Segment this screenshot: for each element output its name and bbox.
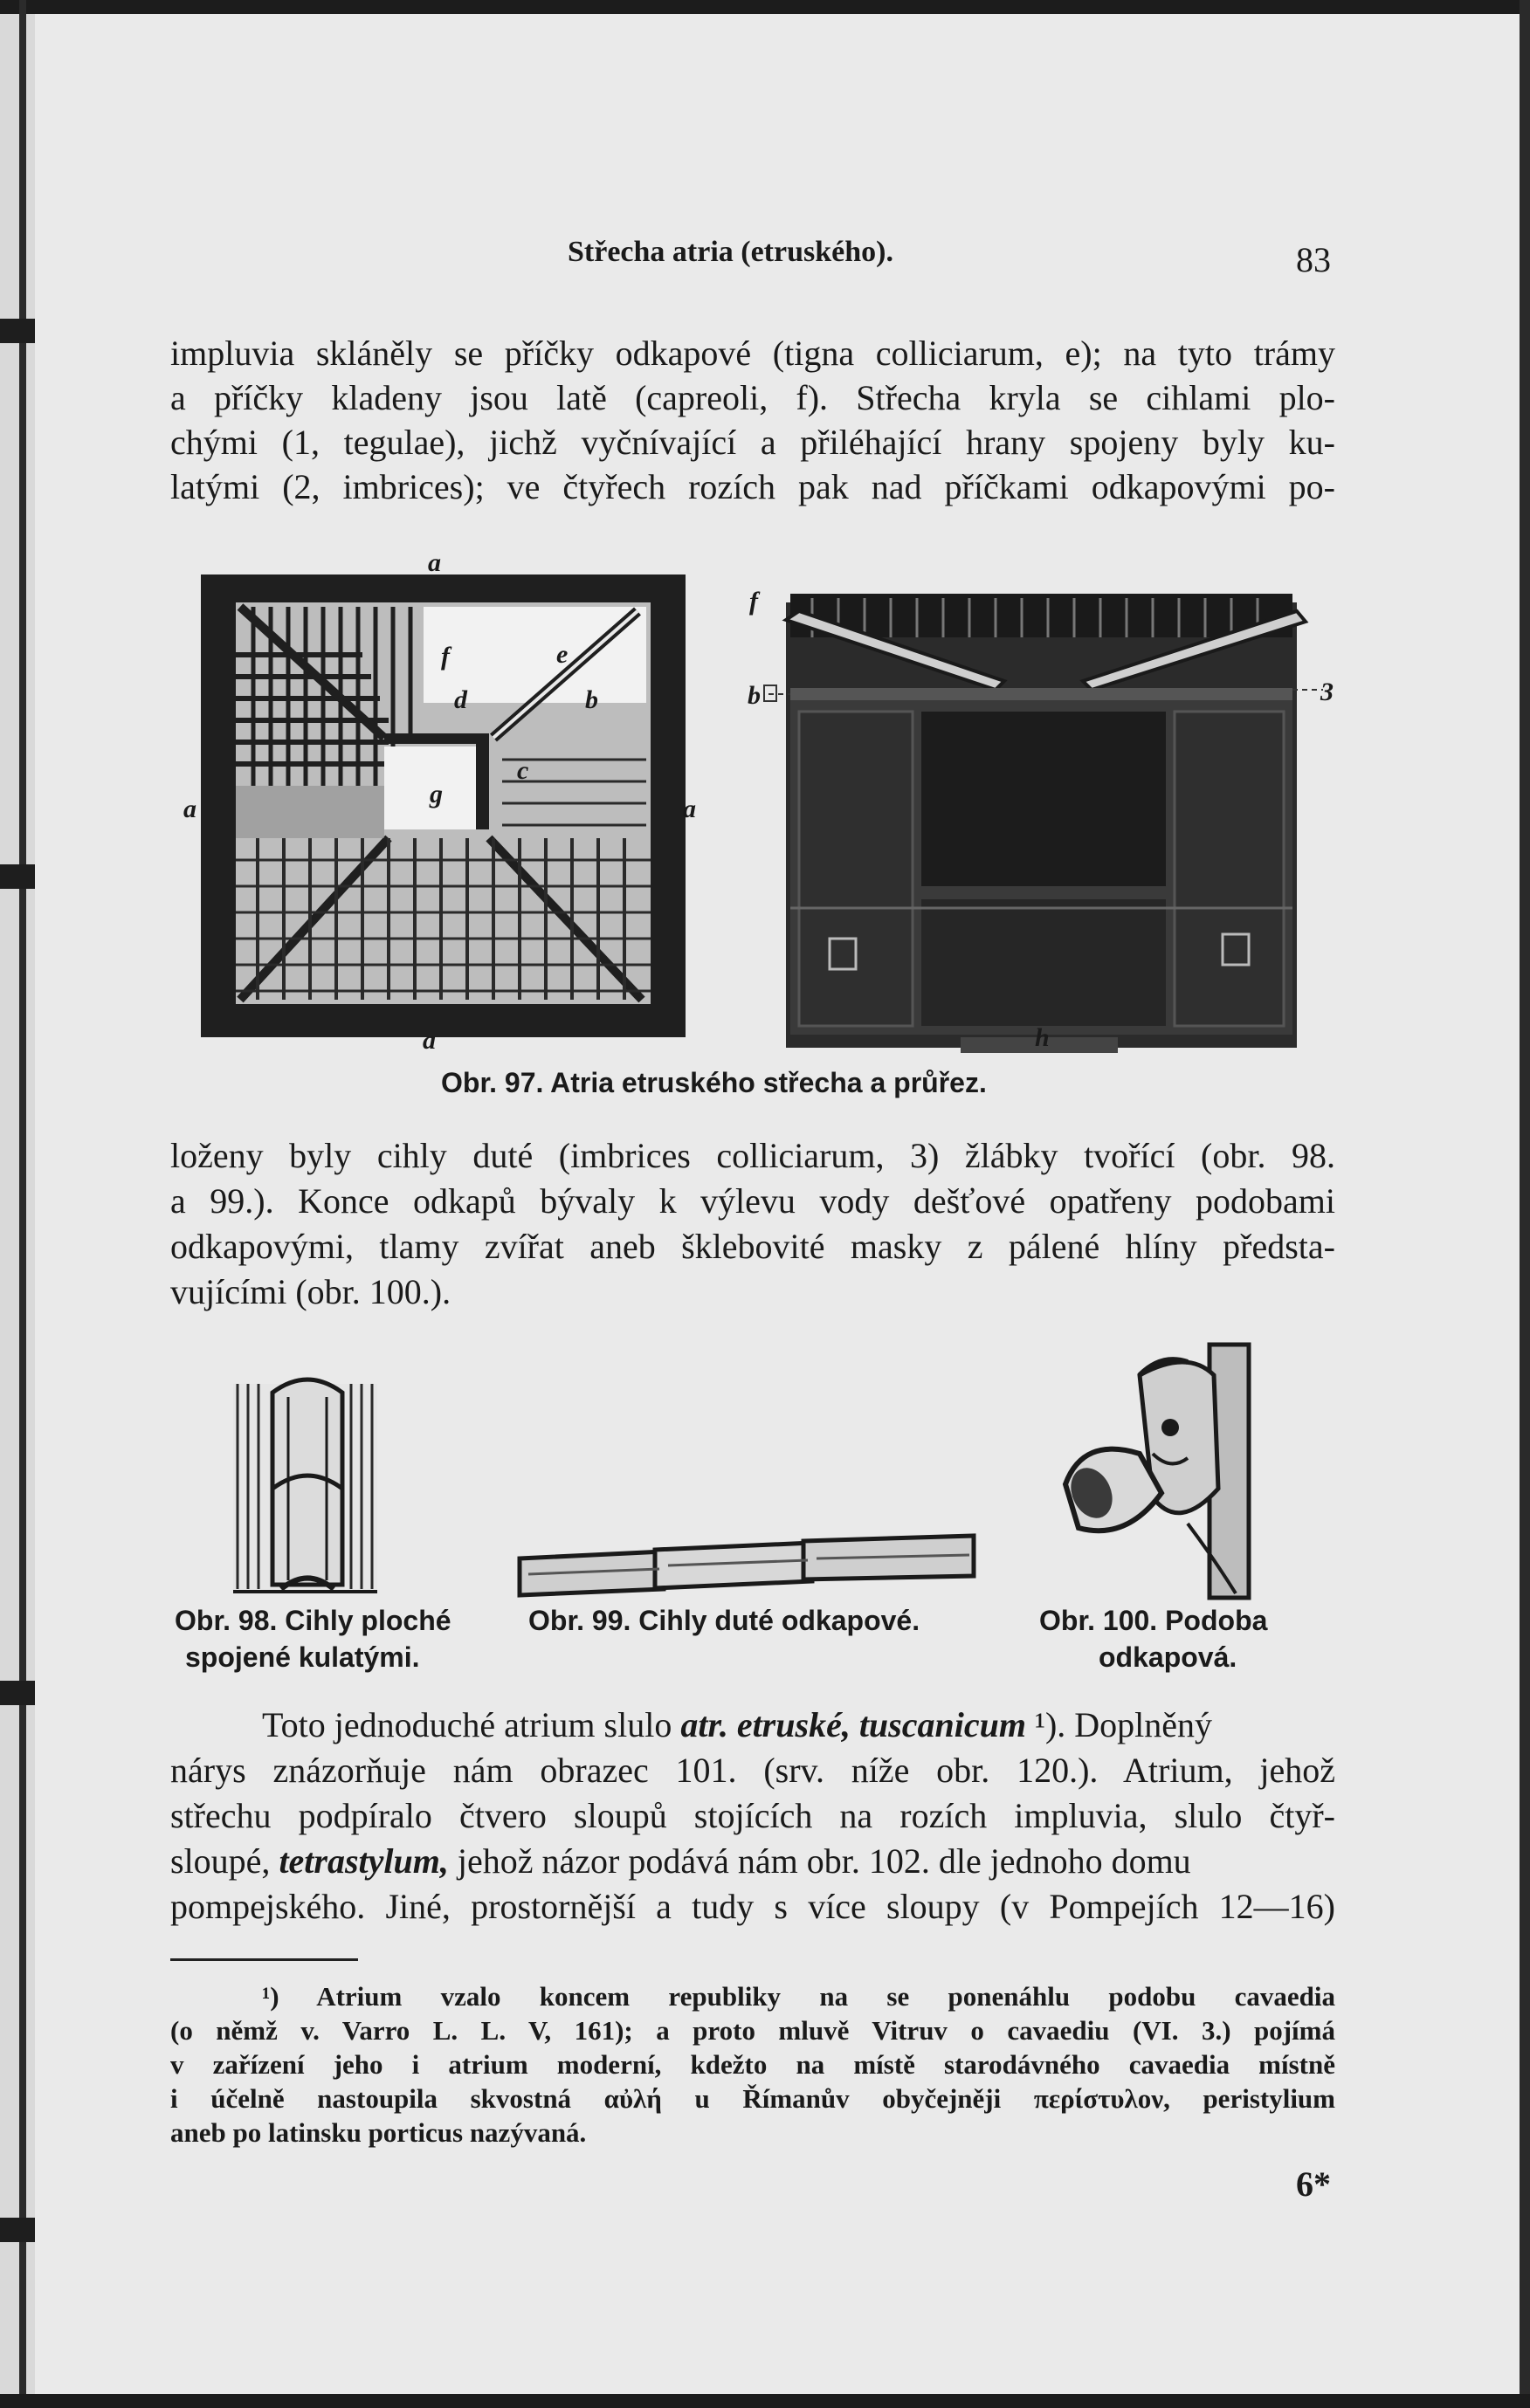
page-number: 83 (1296, 240, 1331, 279)
figure-100-caption: Obr. 100. Podoba (1039, 1605, 1268, 1636)
scan-border-right (1520, 0, 1530, 2408)
fig97-label: 3 (1320, 678, 1334, 706)
fig97-label: b (748, 681, 761, 710)
fig97-label: c (517, 756, 529, 785)
footnote-line: ¹) Atrium vzalo koncem republiky na se ponenáhlu podobu cavaedia (262, 1981, 1335, 2012)
text-line (262, 1703, 1335, 1747)
footnote-line: aneb po latinsku porticus nazývaná. (170, 2117, 587, 2148)
scan-border-top (0, 0, 1530, 14)
text-line: nárys znázorňuje nám obrazec 101. (srv. níže obr. 120.). Atrium, jehož (170, 1751, 1335, 1790)
fig97-label: f (749, 587, 758, 616)
figure-98-caption: Obr. 98. Cihly ploché (175, 1605, 451, 1636)
text-line: vujícími (obr. 100.). (170, 1272, 451, 1311)
italic-term: tetrastylum, (279, 1841, 449, 1881)
fig97-label: g (430, 780, 443, 808)
figure-98-caption: spojené kulatými. (185, 1641, 420, 1673)
footnote-rule (170, 1958, 358, 1961)
text-line: odkapovými, tlamy zvířat aneb šklebovité masky z pálené hlíny předsta- (170, 1227, 1335, 1266)
fig97-label: f (441, 642, 450, 671)
roof-section-drawing (764, 594, 1323, 1053)
footnote-line: v zařízení jeho i atrium moderní, kdežto na místě starodávného cavaedia místně (170, 2049, 1335, 2080)
flat-tiles-drawing (229, 1366, 382, 1598)
text-run: sloupé, (170, 1841, 279, 1881)
text-line: impluvia skláněly se příčky odkapové (tigna colliciarum, e); na tyto trámy (170, 334, 1335, 373)
text-line (170, 1839, 1191, 1883)
italic-term: atr. etruské, tuscanicum (680, 1705, 1026, 1744)
footnote-line: (o němž v. Varro L. L. V, 161); a proto mluvě Vitruv o cavaediu (VI. 3.) pojímá (170, 2015, 1335, 2046)
text-line: pompejského. Jiné, prostornější a tudy s více sloupy (v Pompejích 12—16) (170, 1887, 1335, 1926)
text-line: střechu podpíralo čtvero sloupů stojících na rozích impluvia, slulo čtyř- (170, 1796, 1335, 1835)
text-line: a 99.). Konce odkapů bývaly k výlevu vody dešťové opatřeny podobami (170, 1181, 1335, 1221)
figure-99-caption: Obr. 99. Cihly duté odkapové. (528, 1605, 920, 1636)
text-line: loženy byly cihly duté (imbrices colliciarum, 3) žlábky tvořící (obr. 98. (170, 1136, 1335, 1175)
text-run: Toto jednoduché atrium slulo (262, 1705, 681, 1744)
figure-100-caption: odkapová. (1099, 1641, 1237, 1673)
fig97-label: a (183, 795, 196, 823)
fig97-label: d (454, 685, 467, 714)
fig97-label: a (428, 548, 441, 577)
text-line: chými (1, tegulae), jichž vyčnívající a přiléhající hrany spojeny byly ku- (170, 423, 1335, 462)
fig97-label: b (585, 685, 598, 714)
fig97-label: a (423, 1026, 436, 1055)
footnote-line: i účelně nastoupila skvostná αὐλή u Římanův obyčejněji περίστυλον, peristylium (170, 2083, 1335, 2114)
fig97-label: e (556, 640, 569, 669)
text-run: ¹). Doplněný (1025, 1705, 1213, 1744)
signature-mark: 6* (1296, 2164, 1331, 2204)
text-line: latými (2, imbrices); ve čtyřech rozích pak nad příčkami odkapovými po- (170, 467, 1335, 506)
text-line: a příčky kladeny jsou latě (capreoli, f). Střecha kryla se cihlami plo- (170, 378, 1335, 417)
text-run: jehož názor podává nám obr. 102. dle jednoho domu (448, 1841, 1191, 1881)
fig97-label: a (683, 795, 696, 823)
figure-97-caption: Obr. 97. Atria etruského střecha a průřez. (441, 1067, 987, 1098)
binding-edge (19, 0, 26, 2408)
gargoyle-spout-drawing (1057, 1340, 1284, 1602)
scan-border-bottom (0, 2394, 1530, 2408)
atrium-roof-plan-and-section (188, 559, 1340, 1056)
fig97-label: h (1035, 1023, 1050, 1052)
running-title: Střecha atria (etruského). (568, 236, 893, 268)
hollow-tiles-drawing (511, 1524, 982, 1602)
